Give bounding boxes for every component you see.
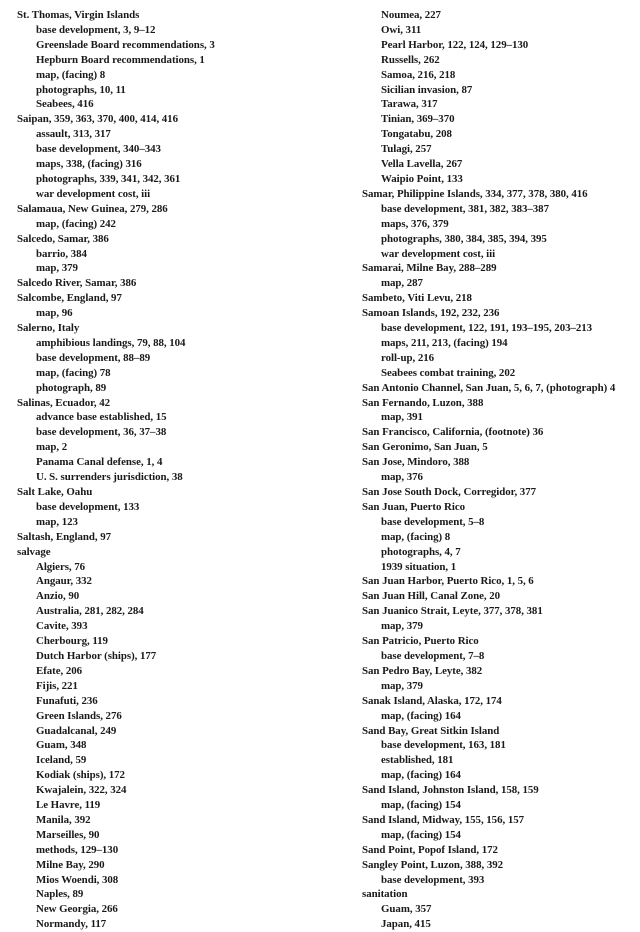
index-subentry: Manila, 392 <box>36 813 91 826</box>
index-heading: San Juan, Puerto Rico <box>362 500 466 513</box>
index-subentry: base development, 5–8 <box>381 515 485 528</box>
index-subentry: Tarawa, 317 <box>381 98 438 111</box>
index-subentry: New Georgia, 266 <box>36 903 118 916</box>
index-column-left <box>17 8 347 932</box>
index-subentry: Samoa, 216, 218 <box>381 68 456 81</box>
index-subentry: photographs, 380, 384, 385, 394, 395 <box>381 232 547 245</box>
index-subentry: Marseilles, 90 <box>36 828 100 841</box>
index-heading: San Antonio Channel, San Juan, 5, 6, 7, (photograph) 4 <box>362 381 616 394</box>
index-subentry: photographs, 339, 341, 342, 361 <box>36 172 181 185</box>
index-subentry: Milne Bay, 290 <box>36 858 105 871</box>
index-subentry: established, 181 <box>381 754 454 767</box>
index-subentry: advance base established, 15 <box>36 411 167 424</box>
index-subentry: photographs, 10, 11 <box>36 83 126 96</box>
index-subentry: map, 391 <box>381 411 423 424</box>
index-subentry: map, 287 <box>381 277 423 290</box>
index-subentry: U. S. surrenders jurisdiction, 38 <box>36 471 183 484</box>
index-subentry: Normandy, 117 <box>36 918 107 931</box>
index-heading: Sangley Point, Luzon, 388, 392 <box>362 858 504 871</box>
index-subentry: base development, 393 <box>381 873 485 886</box>
index-subentry: Waipio Point, 133 <box>381 172 463 185</box>
index-subentry: Tongatabu, 208 <box>381 128 452 141</box>
index-subentry: assault, 313, 317 <box>36 128 111 141</box>
index-subentry: map, (facing) 154 <box>381 828 461 841</box>
index-heading: Samoan Islands, 192, 232, 236 <box>362 307 500 320</box>
index-subentry: Vella Lavella, 267 <box>381 158 463 171</box>
index-heading: San Jose, Mindoro, 388 <box>362 456 470 469</box>
index-subentry: maps, 376, 379 <box>381 217 449 230</box>
index-column-right <box>362 8 638 932</box>
index-heading: Sand Island, Johnston Island, 158, 159 <box>362 784 539 797</box>
index-subentry: Guam, 348 <box>36 739 87 752</box>
index-subentry: maps, 211, 213, (facing) 194 <box>381 336 508 349</box>
index-subentry: map, 376 <box>381 471 423 484</box>
index-subentry: base development, 133 <box>36 500 140 513</box>
index-subentry: Kwajalein, 322, 324 <box>36 784 127 797</box>
index-subentry: base development, 122, 191, 193–195, 203–213 <box>381 322 593 335</box>
index-subentry: Russells, 262 <box>381 53 440 66</box>
index-subentry: Fijis, 221 <box>36 679 78 692</box>
index-subentry: Australia, 281, 282, 284 <box>36 605 144 618</box>
index-subentry: map, 379 <box>36 262 78 275</box>
index-subentry: map, 379 <box>381 620 423 633</box>
index-subentry: Le Havre, 119 <box>36 799 101 812</box>
index-heading: San Francisco, California, (footnote) 36 <box>362 426 544 439</box>
index-heading: Saipan, 359, 363, 370, 400, 414, 416 <box>17 113 178 126</box>
index-heading: Sambeto, Viti Levu, 218 <box>362 292 472 305</box>
index-subentry: base development, 3, 9–12 <box>36 23 156 36</box>
index-heading: Samar, Philippine Islands, 334, 377, 378, 380, 416 <box>362 187 588 200</box>
index-subentry: Sicilian invasion, 87 <box>381 83 473 96</box>
index-subentry: Noumea, 227 <box>381 9 441 21</box>
index-heading: San Pedro Bay, Leyte, 382 <box>362 664 483 677</box>
index-subentry: map, (facing) 8 <box>36 68 106 81</box>
index-subentry: Mios Woendi, 308 <box>36 873 119 886</box>
index-heading: San Fernando, Luzon, 388 <box>362 396 484 409</box>
index-subentry: Japan, 415 <box>381 918 431 931</box>
index-subentry: war development cost, iii <box>36 187 151 200</box>
index-subentry: Tinian, 369–370 <box>381 113 455 126</box>
index-heading: St. Thomas, Virgin Islands <box>17 9 140 21</box>
index-heading: Samarai, Milne Bay, 288–289 <box>362 262 497 275</box>
index-subentry: Guadalcanal, 249 <box>36 724 117 737</box>
index-heading: Salamaua, New Guinea, 279, 286 <box>17 202 168 215</box>
index-heading: Salcombe, England, 97 <box>17 292 122 305</box>
index-heading: San Jose South Dock, Corregidor, 377 <box>362 486 536 498</box>
index-subentry: Dutch Harbor (ships), 177 <box>36 649 157 662</box>
index-subentry: Greenslade Board recommendations, 3 <box>36 38 215 51</box>
index-subentry: Guam, 357 <box>381 903 432 916</box>
index-heading: San Juan Hill, Canal Zone, 20 <box>362 590 501 603</box>
index-subentry: Algiers, 76 <box>36 560 86 573</box>
index-subentry: map, (facing) 242 <box>36 217 116 230</box>
index-subentry: base development, 36, 37–38 <box>36 426 167 439</box>
index-heading: San Geronimo, San Juan, 5 <box>362 441 488 454</box>
index-subentry: Hepburn Board recommendations, 1 <box>36 53 205 66</box>
index-heading: Salerno, Italy <box>17 322 80 335</box>
index-subentry: Owi, 311 <box>381 23 422 36</box>
index-subentry: Efate, 206 <box>36 664 83 677</box>
index-subentry: photographs, 4, 7 <box>381 545 461 558</box>
index-subentry: map, (facing) 78 <box>36 366 111 379</box>
index-heading: Salinas, Ecuador, 42 <box>17 396 111 409</box>
index-heading: Sand Bay, Great Sitkin Island <box>362 724 500 737</box>
index-subentry: 1939 situation, 1 <box>381 560 457 573</box>
index-subentry: Green Islands, 276 <box>36 709 122 722</box>
index-heading: Sand Island, Midway, 155, 156, 157 <box>362 813 525 826</box>
index-heading: Salcedo River, Samar, 386 <box>17 277 137 290</box>
index-subentry: map, 123 <box>36 515 78 528</box>
index-subentry: Anzio, 90 <box>36 590 80 603</box>
index-subentry: base development, 381, 382, 383–387 <box>381 202 549 215</box>
index-subentry: base development, 163, 181 <box>381 739 506 752</box>
index-heading: Salcedo, Samar, 386 <box>17 232 109 245</box>
index-subentry: map, 379 <box>381 679 423 692</box>
index-subentry: Kodiak (ships), 172 <box>36 769 125 782</box>
index-subentry: Tulagi, 257 <box>381 143 432 156</box>
index-heading: San Patricio, Puerto Rico <box>362 635 479 648</box>
index-subentry: photograph, 89 <box>36 381 107 394</box>
index-subentry: methods, 129–130 <box>36 843 119 856</box>
index-subentry: base development, 7–8 <box>381 649 485 662</box>
index-subentry: Seabees combat training, 202 <box>381 366 516 379</box>
index-heading: sanitation <box>362 888 408 901</box>
index-subentry: map, 96 <box>36 307 73 320</box>
index-subentry: roll-up, 216 <box>381 351 435 364</box>
index-subentry: Cavite, 393 <box>36 620 88 633</box>
index-subentry: map, 2 <box>36 441 68 454</box>
index-heading: Sand Point, Popof Island, 172 <box>362 843 498 856</box>
index-subentry: Panama Canal defense, 1, 4 <box>36 456 163 469</box>
index-subentry: base development, 88–89 <box>36 351 151 364</box>
index-subentry: Funafuti, 236 <box>36 694 98 707</box>
index-subentry: Cherbourg, 119 <box>36 635 108 648</box>
index-subentry: map, (facing) 8 <box>381 530 451 543</box>
index-heading: Sanak Island, Alaska, 172, 174 <box>362 694 502 707</box>
index-heading: Saltash, England, 97 <box>17 530 112 543</box>
index-subentry: Iceland, 59 <box>36 754 87 767</box>
index-subentry: amphibious landings, 79, 88, 104 <box>36 336 186 349</box>
index-heading: San Juan Harbor, Puerto Rico, 1, 5, 6 <box>362 575 534 588</box>
index-subentry: Angaur, 332 <box>36 575 92 588</box>
index-subentry: base development, 340–343 <box>36 143 161 156</box>
index-heading: Salt Lake, Oahu <box>17 486 93 498</box>
index-subentry: maps, 338, (facing) 316 <box>36 158 142 171</box>
index-subentry: map, (facing) 164 <box>381 709 461 722</box>
index-subentry: map, (facing) 154 <box>381 799 461 812</box>
index-heading: San Juanico Strait, Leyte, 377, 378, 381 <box>362 605 543 618</box>
index-heading: salvage <box>17 545 51 558</box>
index-subentry: Seabees, 416 <box>36 98 94 111</box>
index-subentry: Pearl Harbor, 122, 124, 129–130 <box>381 38 529 51</box>
index-subentry: barrio, 384 <box>36 247 87 260</box>
index-subentry: Naples, 89 <box>36 888 84 901</box>
index-subentry: war development cost, iii <box>381 247 496 260</box>
index-subentry: map, (facing) 164 <box>381 769 461 782</box>
